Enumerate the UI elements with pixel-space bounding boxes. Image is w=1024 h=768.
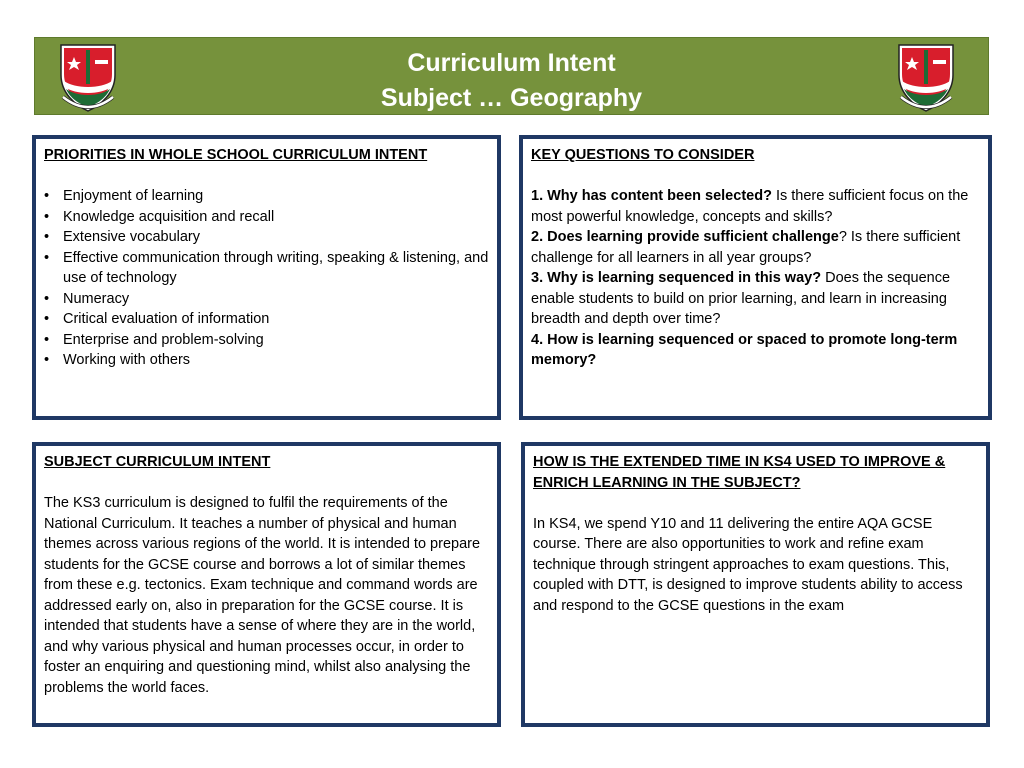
- question-2-bold: 2. Does learning provide sufficient challenge: [531, 229, 839, 245]
- list-item: • Effective communication through writing, speaking & listening, and use of technology: [44, 248, 489, 289]
- list-item: • Enterprise and problem-solving: [44, 330, 489, 351]
- subject-intent-box: [32, 442, 501, 727]
- header-banner: [34, 37, 989, 115]
- list-item: • Working with others: [44, 350, 489, 371]
- school-crest-icon: [895, 41, 957, 115]
- question-4: [531, 330, 980, 371]
- priorities-heading: PRIORITIES IN WHOLE SCHOOL CURRICULUM INTENT: [44, 147, 428, 163]
- list-item: • Critical evaluation of information: [44, 309, 489, 330]
- question-2: [531, 227, 980, 268]
- question-1: [531, 186, 980, 227]
- priorities-list: [44, 186, 489, 371]
- list-item: • Enjoyment of learning: [44, 186, 489, 207]
- subject-intent-heading: SUBJECT CURRICULUM INTENT: [44, 454, 271, 470]
- priorities-box: [32, 135, 501, 420]
- extended-time-box: [521, 442, 990, 727]
- key-questions-heading: KEY QUESTIONS TO CONSIDER: [531, 147, 755, 163]
- title-line-1: Curriculum Intent: [407, 49, 616, 77]
- question-1-text: Is there sufficient focus on the most powerful knowledge, concepts and skills?: [531, 188, 969, 225]
- subject-intent-body: The KS3 curriculum is designed to fulfil the requirements of the National Curriculum. It teaches a number of physical and human themes across various regions of the world. It is intended to prepare students for the GCSE course and borrows a lot of similar themes from these e.g. tectonics. Exam technique and command words are addressed early on, also in preparation for the GCSE course. It is intended that students have a sense of where they are in the world, and why various physical and human processes occur, in order to foster an enquiring and questioning mind, whilst also analysing the problems the world faces.: [44, 495, 481, 696]
- key-questions-box: [519, 135, 992, 420]
- question-3: [531, 268, 980, 330]
- question-2-text: ? Is there sufficient challenge for all learners in all year groups?: [531, 229, 961, 266]
- list-item: • Knowledge acquisition and recall: [44, 207, 489, 228]
- extended-time-heading: HOW IS THE EXTENDED TIME IN KS4 USED TO IMPROVE & ENRICH LEARNING IN THE SUBJECT?: [533, 454, 946, 491]
- question-3-text: Does the sequence enable students to build on prior learning, and learn in increasing breadth and depth over time?: [531, 270, 951, 327]
- title-line-2: Subject … Geography: [380, 84, 643, 112]
- question-4-bold: 4. How is learning sequenced or spaced to promote long-term memory?: [531, 331, 958, 368]
- question-3-bold: 3. Why is learning sequenced in this way?: [531, 270, 822, 286]
- question-1-bold: 1. Why has content been selected?: [531, 188, 772, 204]
- list-item: • Extensive vocabulary: [44, 227, 489, 248]
- page-title: [35, 46, 988, 116]
- list-item: • Numeracy: [44, 289, 489, 310]
- extended-time-body: In KS4, we spend Y10 and 11 delivering the entire AQA GCSE course. There are also opportunities to work and refine exam technique through stringent approaches to exam questions. This, coupled with DTT, is designed to improve students ability to access and respond to the GCSE questions in the exam: [533, 515, 963, 614]
